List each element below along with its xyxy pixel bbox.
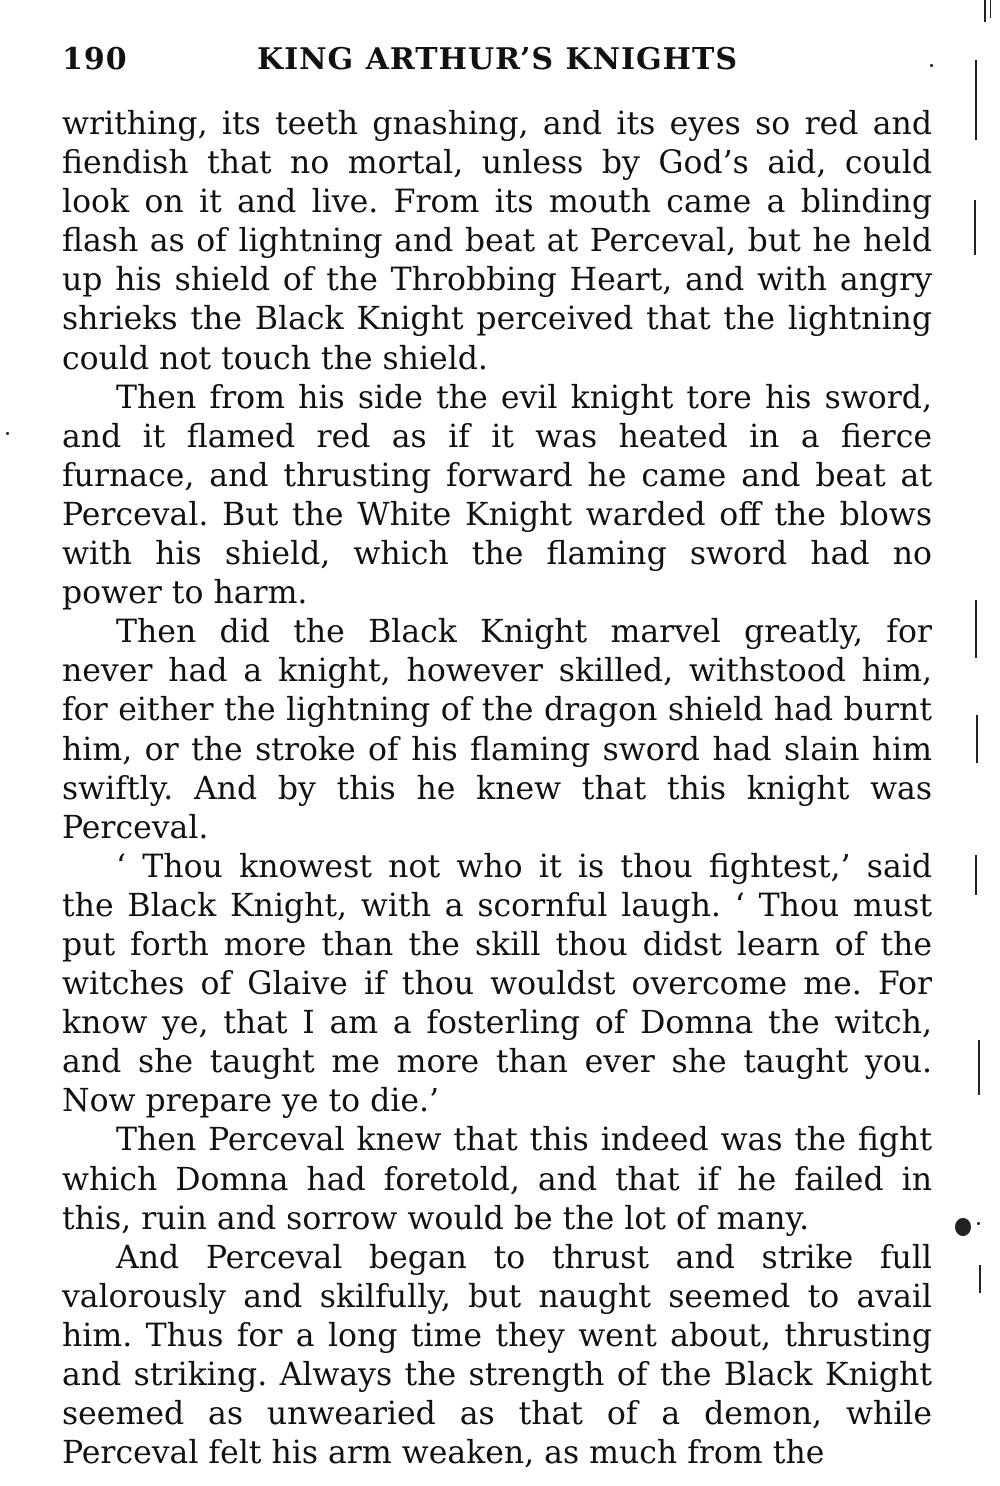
scan-edge-mark xyxy=(975,600,977,658)
scan-edge-mark xyxy=(975,855,977,895)
running-head xyxy=(62,42,938,88)
scan-edge-mark xyxy=(984,0,986,22)
scan-edge-mark xyxy=(978,1040,980,1095)
paragraph: Then did the Black Knight marvel greatly, for never had a knight, however skilled, withstood him, for either the lightning of the dragon shield had burnt him, or the stroke of his flaming sword had slain him swiftly. And by this he knew that this knight was Perceval. xyxy=(62,614,932,846)
scan-edge-mark xyxy=(979,1265,981,1293)
ink-speck xyxy=(930,64,933,67)
ink-blot xyxy=(955,1218,971,1236)
paragraph: Then from his side the evil knight tore his sword, and it flamed red as if it was heated in a fierce furnace, and thrusting forward he came and beat at Perceval. But the White Knight warded off the blows with his shield, which the flaming sword had no power to harm. xyxy=(62,379,932,612)
page-number: 190 xyxy=(62,42,128,77)
running-title: KING ARTHUR’S KNIGHTS xyxy=(257,42,739,77)
paragraph: Then Perceval knew that this indeed was the fight which Domna had foretold, and that if he failed in this, ruin and sorrow would be the lot of many. xyxy=(62,1122,932,1237)
scan-edge-mark xyxy=(990,0,991,18)
scan-edge-mark xyxy=(976,715,978,763)
ink-speck xyxy=(977,1222,980,1225)
paragraph: And Perceval began to thrust and strike full valorously and skilfully, but naught seemed to avail him. Thus for a long time they went about, thrusting and striking. Always the strength of the Black Knight seemed as unwearied as that of a demon, while Perceval felt his arm weaken, as much from the xyxy=(62,1239,932,1472)
ink-speck xyxy=(6,432,9,435)
body-text xyxy=(62,105,932,1473)
paragraph: ‘ Thou knowest not who it is thou fightest,’ said the Black Knight, with a scornful laugh. ‘ Thou must put forth more than the skill thou didst learn of the witches of Glaive if thou wouldst overcome me. For know ye, that I am a fosterling of Domna the witch, and she taught me more than ever she taught you. Now prepare ye to die.’ xyxy=(62,848,932,1120)
scan-edge-mark xyxy=(974,200,976,255)
paragraph-continued: writhing, its teeth gnashing, and its eyes so red and fiendish that no mortal, unless by God’s aid, could look on it and live. From its mouth came a blinding flash as of lightning and beat at Perceval, but he held up his shield of the Throbbing Heart, and with angry shrieks the Black Knight perceived that the lightning could not touch the shield. xyxy=(62,106,932,377)
scan-edge-mark xyxy=(975,60,977,140)
